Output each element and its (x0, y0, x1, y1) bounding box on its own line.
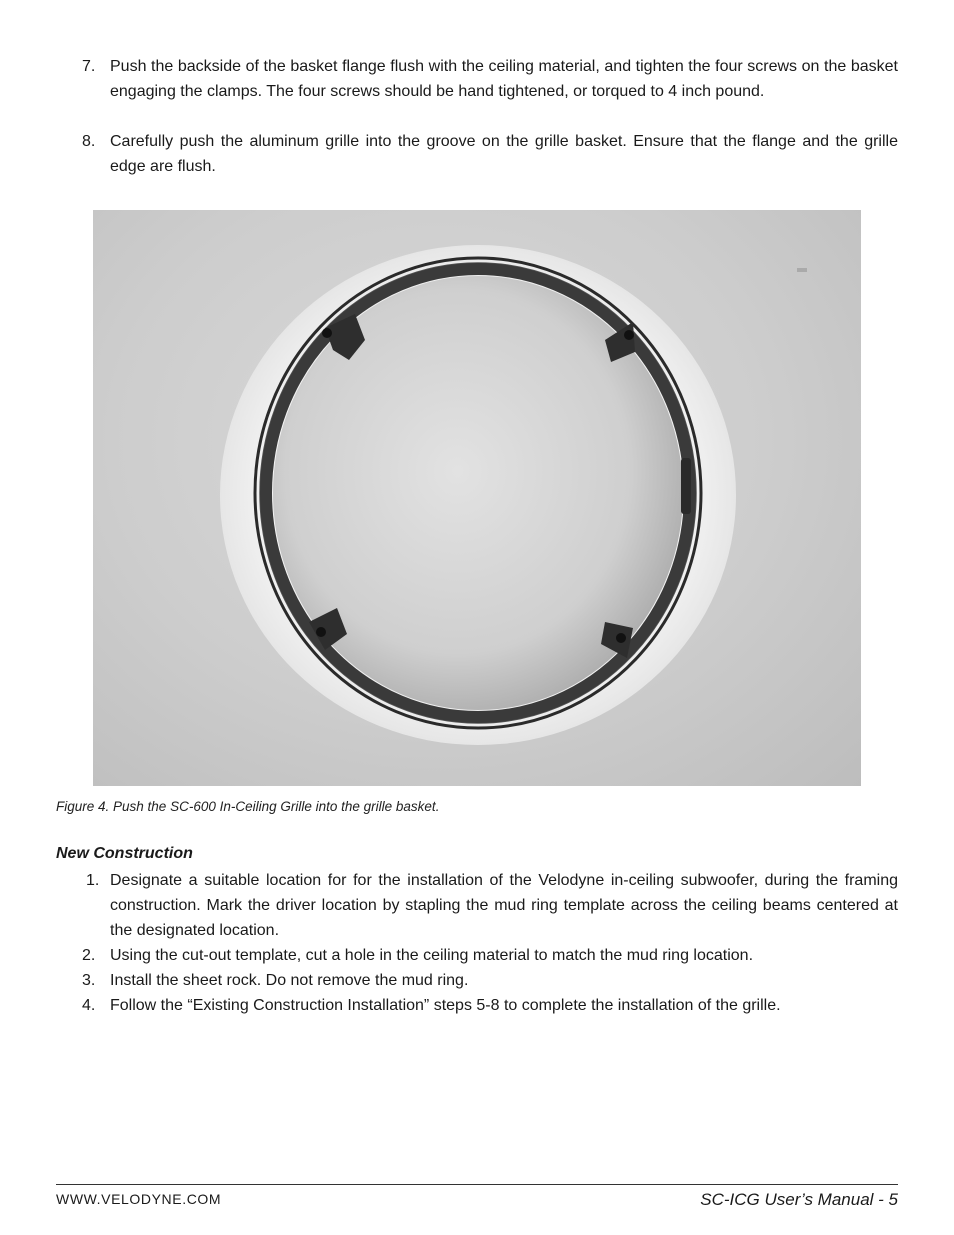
list-item (82, 943, 898, 968)
footer-divider (56, 1184, 898, 1185)
step-number: 8. (82, 133, 96, 150)
instruction-step-8 (82, 129, 898, 179)
list-item (82, 968, 898, 993)
step-text: Carefully push the aluminum grille into the groove on the grille basket. Ensure that the flange and the grille edge are flush. (110, 133, 898, 175)
new-construction-list (82, 868, 898, 1018)
figure-caption: Figure 4. Push the SC-600 In-Ceiling Grille into the grille basket. (56, 799, 440, 814)
grille-basket-photo (93, 210, 861, 786)
ceiling-mark (797, 268, 807, 272)
item-text: Using the cut-out template, cut a hole in the ceiling material to match the mud ring location. (110, 947, 754, 964)
list-item (82, 868, 898, 943)
instruction-step-7 (82, 54, 898, 104)
item-text: Designate a suitable location for for the installation of the Velodyne in-ceiling subwoofer, during the framing construction. Mark the driver location by stapling the mud ring template across the ceiling beams centered at the designated location. (110, 872, 898, 939)
grille-basket-illustration (93, 210, 861, 786)
section-title-new-construction: New Construction (56, 845, 193, 862)
step-text: Push the backside of the basket flange flush with the ceiling material, and tighten the four screws on the basket engaging the clamps. The four screws should be hand tightened, or torqued to 4 inch pound. (110, 58, 898, 100)
item-number: 3. (82, 972, 96, 989)
item-text: Follow the “Existing Construction Installation” steps 5-8 to complete the installation of the grille. (110, 997, 781, 1014)
step-number: 7. (82, 58, 96, 75)
footer-page-label: SC-ICG User’s Manual - 5 (700, 1190, 898, 1209)
list-item (82, 993, 898, 1018)
item-text: Install the sheet rock. Do not remove the mud ring. (110, 972, 469, 989)
item-number: 2. (82, 947, 96, 964)
rim-tab (681, 458, 691, 514)
item-number: 4. (82, 997, 96, 1014)
item-number: 1. (86, 872, 100, 889)
footer-website: WWW.VELODYNE.COM (56, 1191, 222, 1207)
